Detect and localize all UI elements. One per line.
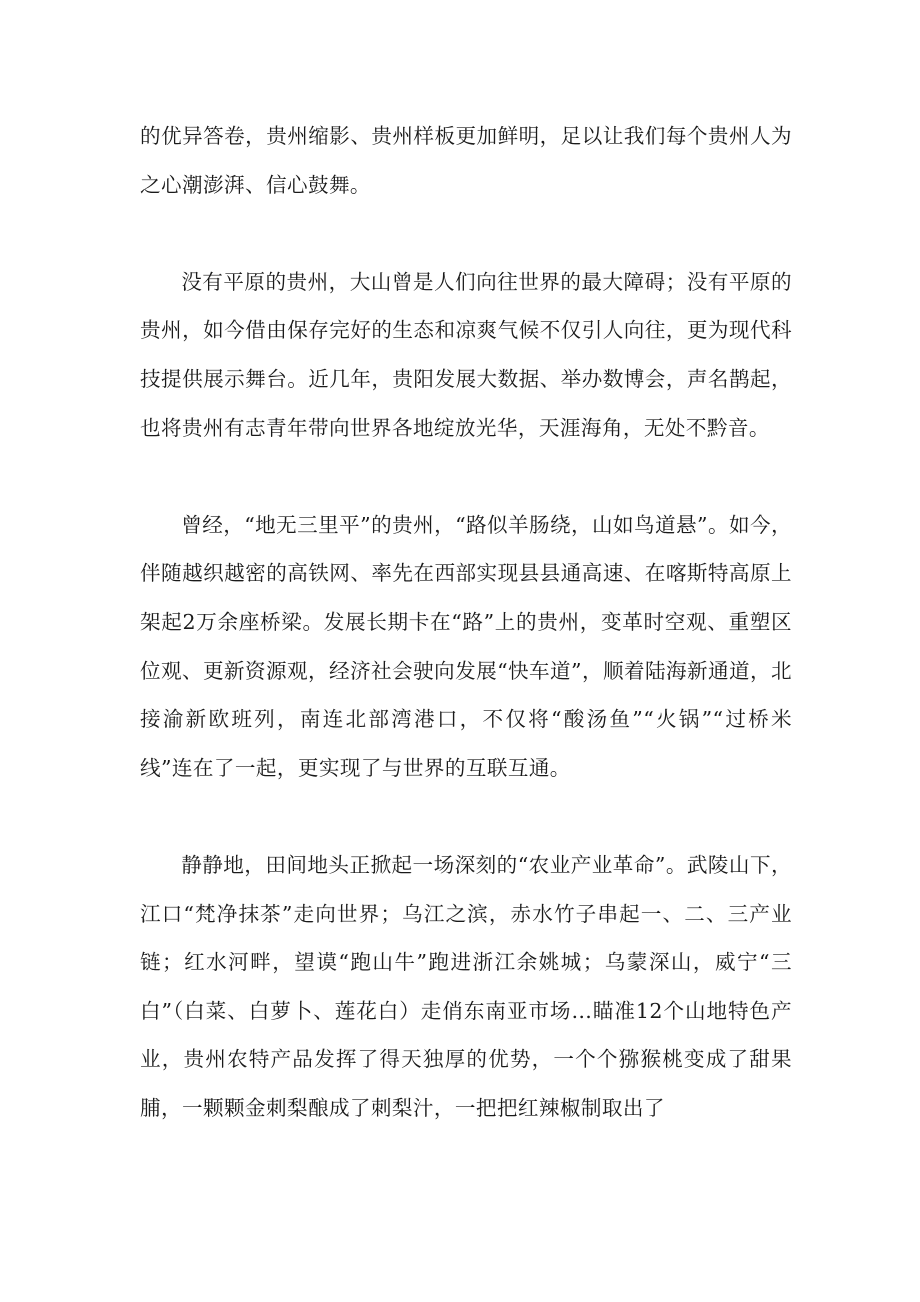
paragraph-continued: 的优异答卷，贵州缩影、贵州样板更加鲜明，足以让我们每个贵州人为之心潮澎湃、信心鼓舞。	[140, 124, 792, 197]
paragraph-spacer	[140, 452, 792, 501]
paragraph-transport: 曾经，“地无三里平”的贵州，“路似羊肠绕，山如鸟道悬”。如今，伴随越织越密的高铁网、率先在西部实现县县通高速、在喀斯特高原上架起2万余座桥梁。发展长期卡在“路”上的贵州，变革时空观、重塑区位观、更新资源观，经济社会驶向发展“快车道”，顺着陆海新通道，北接渝新欧班列，南连北部湾港口，不仅将“酸汤鱼”“火锅”“过桥米线”连在了一起，更实现了与世界的互联互通。	[140, 512, 792, 780]
paragraph-spacer	[140, 792, 792, 841]
document-body	[140, 112, 792, 1132]
paragraph-agriculture: 静静地，田间地头正掀起一场深刻的“农业产业革命”。武陵山下，江口“梵净抹茶”走向世界；乌江之滨，赤水竹子串起一、二、三产业链；红水河畔，望谟“跑山牛”跑进浙江余姚城；乌蒙深山，威宁“三白”（白菜、白萝卜、莲花白）走俏东南亚市场…瞄准12个山地特色产业，贵州农特产品发挥了得天独厚的优势，一个个猕猴桃变成了甜果脯，一颗颗金刺梨酿成了刺梨汁，一把把红辣椒制取出了	[140, 852, 792, 1120]
paragraph-plateau: 没有平原的贵州，大山曾是人们向往世界的最大障碍；没有平原的贵州，如今借由保存完好的生态和凉爽气候不仅引人向往，更为现代科技提供展示舞台。近几年，贵阳发展大数据、举办数博会，声名鹊起，也将贵州有志青年带向世界各地绽放光华，天涯海角，无处不黔音。	[140, 269, 792, 440]
paragraph-spacer	[140, 209, 792, 258]
